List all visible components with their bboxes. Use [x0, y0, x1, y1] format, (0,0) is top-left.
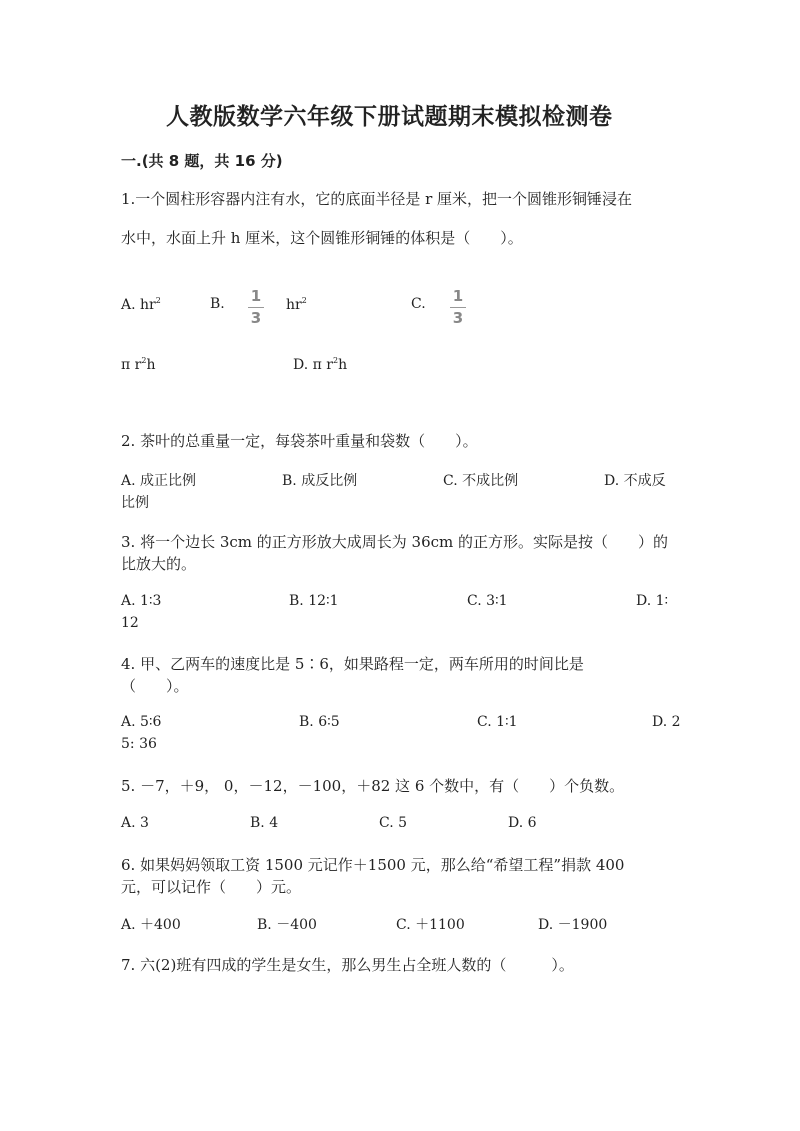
- q1-option-d-label: D. π r: [293, 357, 333, 373]
- q1-option-a[interactable]: [121, 296, 161, 313]
- q4-option-c[interactable]: C. 1∶1: [477, 714, 518, 730]
- q1-option-c-end: h: [146, 357, 156, 373]
- q1-option-b-fraction: [248, 289, 264, 326]
- q1-option-d-sup: 2: [332, 356, 339, 365]
- q6-option-a[interactable]: A. ＋400: [121, 917, 181, 933]
- q1-option-c[interactable]: C.: [411, 296, 426, 312]
- fraction-denominator: 3: [452, 309, 464, 327]
- q3-option-a[interactable]: A. 1∶3: [121, 593, 162, 609]
- q1-option-d[interactable]: [293, 356, 347, 373]
- fraction-numerator: 1: [452, 287, 464, 305]
- question-6-text-cont: 元，可以记作（ ）元。: [121, 878, 302, 896]
- fraction-bar: [450, 307, 466, 308]
- q3-option-d-cont: 12: [121, 615, 139, 631]
- q2-option-b[interactable]: B. 成反比例: [282, 473, 358, 489]
- fraction-bar: [248, 307, 264, 308]
- q2-option-d[interactable]: D. 不成反: [604, 473, 666, 489]
- question-6-text: 6. 如果妈妈领取工资 1500 元记作＋1500 元，那么给“希望工程”捐款 400: [121, 856, 625, 874]
- q5-option-c[interactable]: C. 5: [379, 815, 408, 831]
- question-2-text: 2. 茶叶的总重量一定，每袋茶叶重量和袋数（ ）。: [121, 432, 478, 450]
- q1-option-c-fraction: [450, 289, 466, 326]
- q4-option-a[interactable]: A. 5∶6: [121, 714, 162, 730]
- q3-option-d[interactable]: D. 1∶: [636, 593, 669, 609]
- q3-option-b[interactable]: B. 12∶1: [289, 593, 339, 609]
- q4-option-b[interactable]: B. 6∶5: [299, 714, 340, 730]
- q2-option-c[interactable]: C. 不成比例: [443, 473, 519, 489]
- q6-option-d[interactable]: D. －1900: [538, 917, 608, 933]
- question-4-text: 4. 甲、乙两车的速度比是 5∶6，如果路程一定，两车所用的时间比是: [121, 655, 584, 673]
- q1-option-c-cont: [121, 356, 155, 373]
- q1-option-b-sup: 2: [301, 296, 307, 305]
- q6-option-b[interactable]: B. －400: [257, 917, 317, 933]
- q1-option-b-term: hr: [286, 297, 302, 313]
- fraction-denominator: 3: [250, 309, 262, 327]
- question-1-text-cont: 水中，水面上升 h 厘米，这个圆锥形铜锤的体积是（ ）。: [121, 229, 523, 247]
- q1-option-d-end: h: [338, 357, 348, 373]
- question-4-text-cont: （ ）。: [121, 677, 189, 695]
- question-1-text: 1.一个圆柱形容器内注有水，它的底面半径是 r 厘米，把一个圆锥形铜锤浸在: [121, 190, 633, 208]
- q5-option-a[interactable]: A. 3: [121, 815, 149, 831]
- q1-option-b[interactable]: B.: [210, 296, 225, 312]
- q4-option-d[interactable]: D. 2: [652, 714, 681, 730]
- fraction-numerator: 1: [250, 287, 262, 305]
- q4-option-d-cont: 5: 36: [121, 736, 157, 752]
- q5-option-b[interactable]: B. 4: [250, 815, 279, 831]
- section-heading: 一.(共 8 题，共 16 分): [121, 152, 283, 170]
- q1-option-a-label: A. hr: [121, 297, 156, 313]
- q3-option-c[interactable]: C. 3∶1: [467, 593, 508, 609]
- q1-option-a-sup: 2: [155, 296, 161, 305]
- q1-option-b-text: [286, 296, 307, 313]
- q2-option-a[interactable]: A. 成正比例: [121, 473, 197, 489]
- q1-option-c-sup: 2: [141, 356, 147, 365]
- question-5-text: 5. －7，＋9， 0，－12，－100，＋82 这 6 个数中，有（ ）个负数。: [121, 777, 625, 795]
- question-3-text: 3. 将一个边长 3cm 的正方形放大成周长为 36cm 的正方形。实际是按（ ）的: [121, 533, 669, 551]
- question-3-text-cont: 比放大的。: [121, 555, 197, 573]
- q2-option-d-cont: 比例: [121, 495, 149, 511]
- q6-option-c[interactable]: C. ＋1100: [396, 917, 465, 933]
- page-title: 人教版数学六年级下册试题期末模拟检测卷: [166, 103, 613, 130]
- q5-option-d[interactable]: D. 6: [508, 815, 537, 831]
- q1-option-c-term: π r: [121, 357, 142, 373]
- question-7-text: 7. 六(2)班有四成的学生是女生，那么男生占全班人数的（ ）。: [121, 956, 574, 974]
